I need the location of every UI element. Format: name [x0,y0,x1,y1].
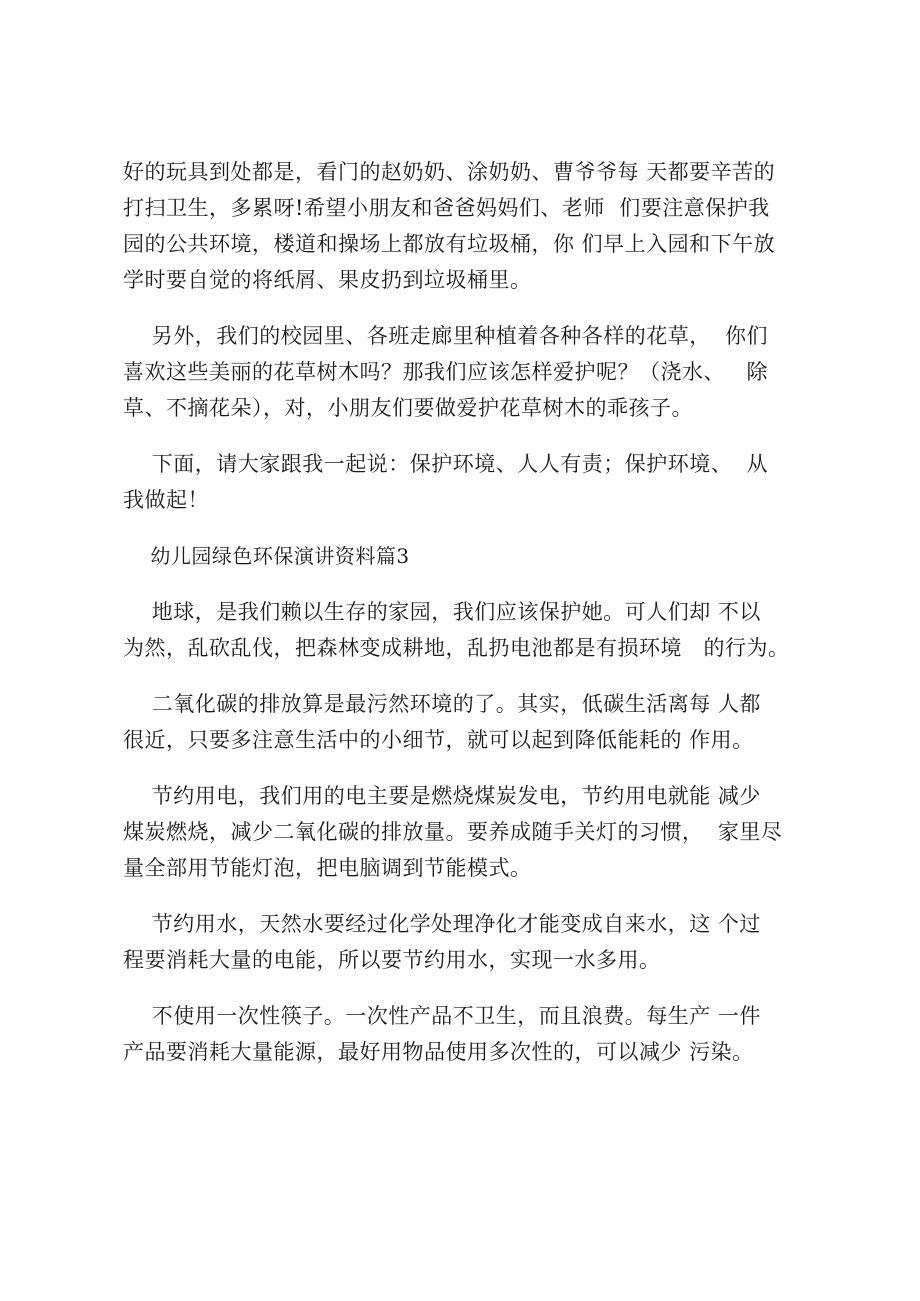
paragraph-flowers [123,318,823,426]
paragraph-gap [123,518,823,538]
text-line: 量全部用节能灯泡，把电脑调到节能模式。 [123,856,532,880]
paragraph-gap [123,574,823,594]
paragraph-gap [123,426,823,446]
text-line: 地球，是我们赖以生存的家园，我们应该保护她。可人们却 不以 [123,600,761,624]
paragraph-gap [123,978,823,998]
document-body [123,154,823,1070]
paragraph-toys [123,154,823,298]
text-line: 程要消耗大量的电能，所以要节约用水，实现一水多用。 [123,948,661,972]
paragraph-gap [123,298,823,318]
text-line: 喜欢这些美丽的花草树木吗？那我们应该怎样爱护呢？（浇水、 除 [123,360,769,384]
paragraph-gap [123,666,823,686]
text-line: 下面，请大家跟我一起说：保护环境、人人有责；保护环境、 从 [123,452,769,476]
section-heading [123,538,823,574]
text-line: 园的公共环境，楼道和操场上都放有垃圾桶，你 们早上入园和下午放 [123,232,776,256]
text-line: 学时要自觉的将纸屑、果皮扔到垃圾桶里。 [123,268,532,292]
text-line: 煤炭燃烧，减少二氧化碳的排放量。要养成随手关灯的习惯， 家里尽 [123,820,783,844]
text-line: 节约用电，我们用的电主要是燃烧煤炭发电，节约用电就能 减少 [123,784,761,808]
paragraph-carbon [123,686,823,758]
text-line: 很近，只要多注意生活中的小细节，就可以起到降低能耗的 作用。 [123,728,754,752]
text-line: 二氧化碳的排放算是最污然环境的了。其实，低碳生活离每 人都 [123,692,761,716]
text-line: 节约用水，天然水要经过化学处理净化才能变成自来水，这 个过 [123,912,761,936]
text-line: 不使用一次性筷子。一次性产品不卫生，而且浪费。每生产 一件 [123,1004,761,1028]
paragraph-chopsticks [123,998,823,1070]
text-line: 我做起！ [123,488,209,512]
paragraph-earth [123,594,823,666]
paragraph-slogan [123,446,823,518]
text-line: 为然，乱砍乱伐，把森林变成耕地，乱扔电池都是有损环境 的行为。 [123,636,790,660]
text-line: 草、不摘花朵），对，小朋友们要做爱护花草树木的乖孩子。 [123,396,693,420]
section-title: 幼儿园绿色环保演讲资料篇3 [123,544,410,568]
text-line: 打扫卫生，多累呀!希望小朋友和爸爸妈妈们、老师 们要注意保护我 [123,196,770,220]
paragraph-gap [123,886,823,906]
text-line: 产品要消耗大量能源，最好用物品使用多次性的，可以减少 污染。 [123,1040,754,1064]
text-line: 另外，我们的校园里、各班走廊里种植着各种各样的花草， 你们 [123,324,769,348]
paragraph-gap [123,758,823,778]
paragraph-water [123,906,823,978]
paragraph-electricity [123,778,823,886]
text-line: 好的玩具到处都是，看门的赵奶奶、涂奶奶、曹爷爷每 天都要辛苦的 [123,160,776,184]
